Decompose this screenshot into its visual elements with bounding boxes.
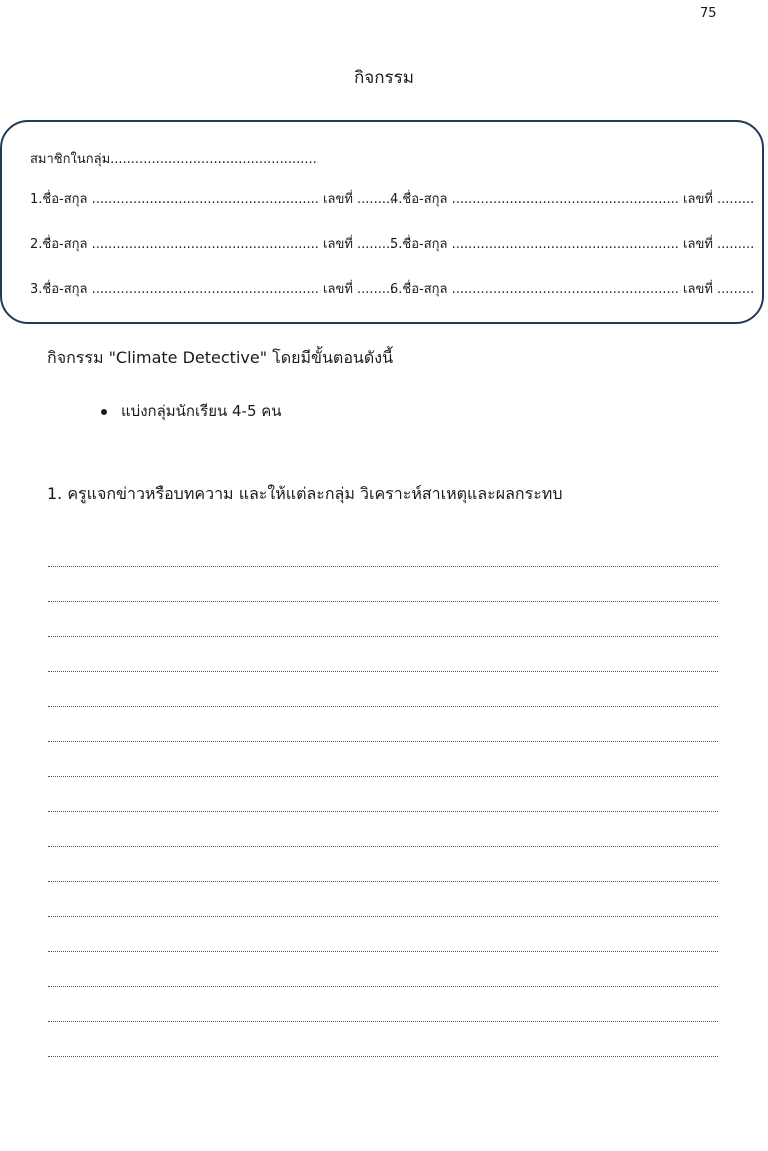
- answer-line: [48, 567, 718, 602]
- member-row-2-right: 5.ชื่อ-สกุล ....................................................... เลขที่ .........: [390, 237, 755, 252]
- answer-line: [48, 707, 718, 742]
- answer-line: [48, 812, 718, 847]
- member-row-3-left: 3.ชื่อ-สกุล ....................................................... เลขที่ .........: [30, 282, 395, 297]
- member-row-2-left: 2.ชื่อ-สกุล ....................................................... เลขที่ .........: [30, 237, 395, 252]
- answer-line: [48, 987, 718, 1022]
- answer-lines: [48, 532, 718, 1057]
- page-title: กิจกรรม: [353, 68, 414, 88]
- answer-line: [48, 637, 718, 672]
- answer-line: [48, 847, 718, 882]
- answer-line: [48, 672, 718, 707]
- answer-line: [48, 602, 718, 637]
- member-row-1-right: 4.ชื่อ-สกุล ....................................................... เลขที่ .........: [390, 192, 755, 207]
- answer-line: [48, 532, 718, 567]
- bullet-item: [101, 399, 282, 423]
- answer-line: [48, 1022, 718, 1057]
- answer-line: [48, 882, 718, 917]
- members-label: สมาชิกในกลุ่ม..................................................: [30, 152, 317, 167]
- bullet-dot-icon: [101, 409, 107, 415]
- group-members-box: [0, 120, 764, 324]
- answer-line: [48, 952, 718, 987]
- answer-line: [48, 742, 718, 777]
- question-1: 1. ครูแจกข่าวหรือบทความ และให้แต่ละกลุ่ม วิเคราะห์สาเหตุและผลกระทบ: [47, 484, 563, 503]
- activity-intro: กิจกรรม "Climate Detective" โดยมีขั้นตอนดังนี้: [47, 348, 393, 367]
- page-number: 75: [700, 6, 717, 21]
- answer-line: [48, 777, 718, 812]
- bullet-text: แบ่งกลุ่มนักเรียน 4-5 คน: [121, 402, 282, 420]
- member-row-1-left: 1.ชื่อ-สกุล ....................................................... เลขที่ .........: [30, 192, 395, 207]
- member-row-3-right: 6.ชื่อ-สกุล ....................................................... เลขที่ .........: [390, 282, 755, 297]
- answer-line: [48, 917, 718, 952]
